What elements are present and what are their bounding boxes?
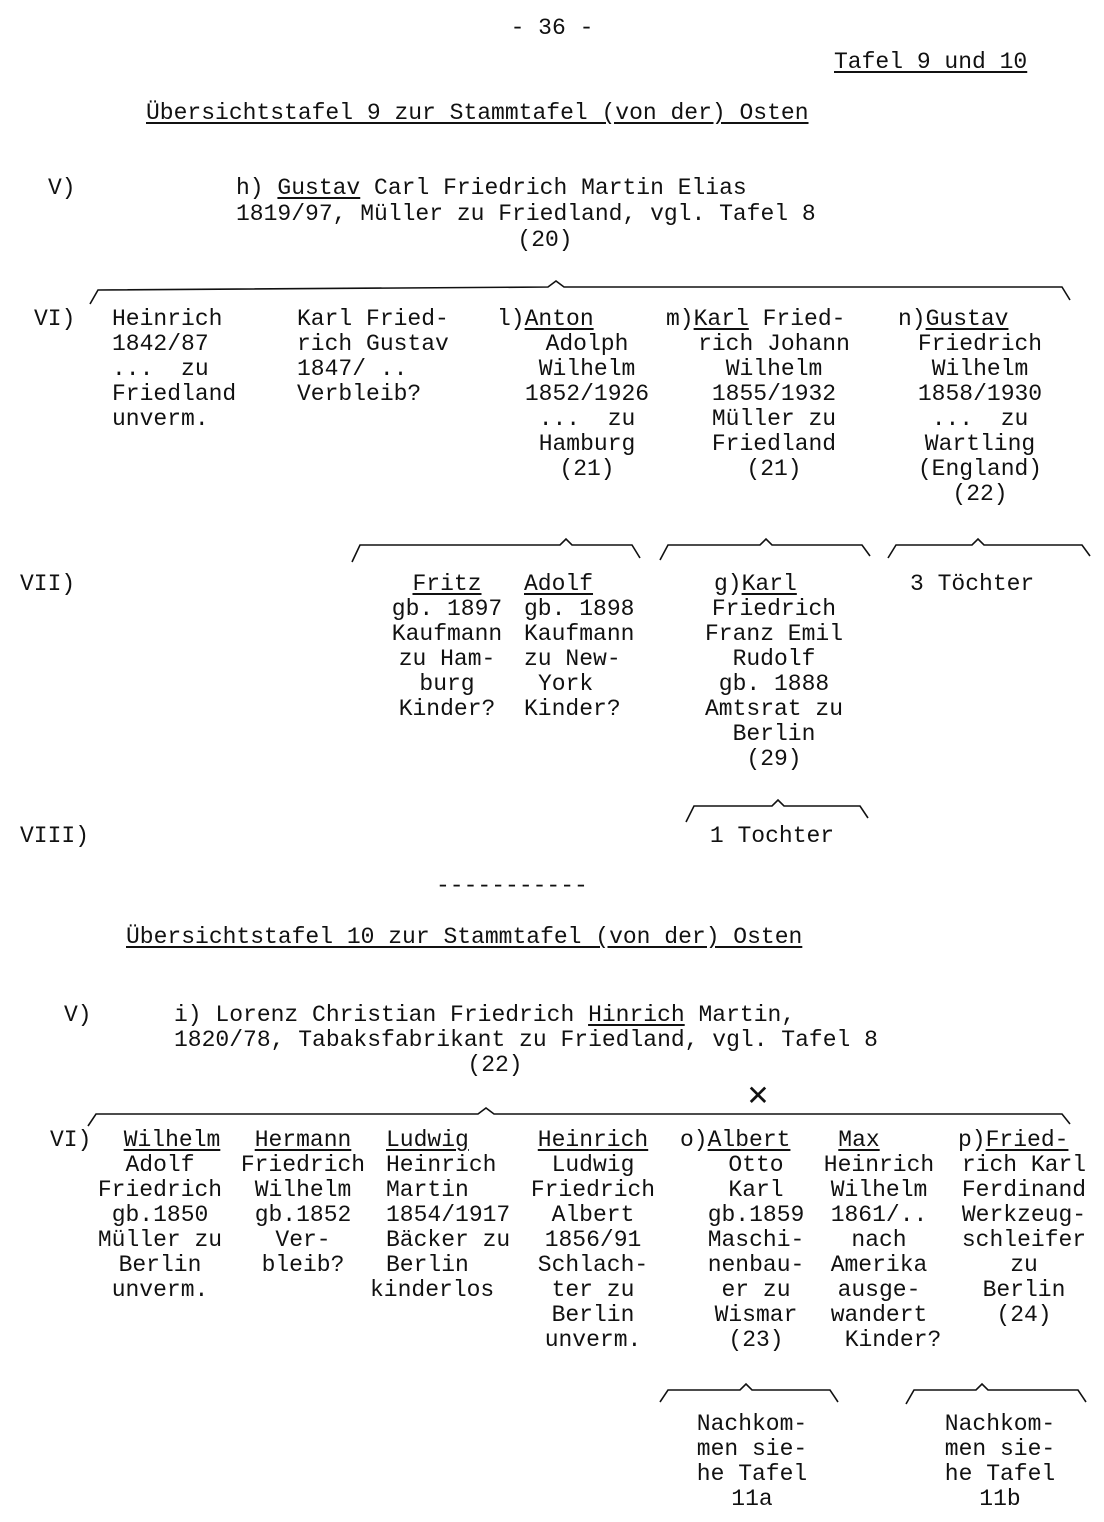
- brace-tafel10-friedrich: [906, 1384, 1086, 1404]
- child-line: wandert: [830, 1302, 928, 1328]
- tafel9-grandchild-fritz: [384, 572, 510, 722]
- child-line: Ver-: [275, 1227, 331, 1253]
- brace-tafel10-vi: [88, 1108, 1070, 1126]
- grandchild-given-name: Fritz: [412, 571, 482, 597]
- child-given-name: Heinrich: [537, 1127, 649, 1153]
- child-line: ausge-: [837, 1277, 921, 1303]
- grandchild-line: zu New-: [524, 646, 621, 672]
- child-line: Berlin: [118, 1252, 202, 1278]
- generation-label-viii: VIII): [20, 823, 90, 849]
- root-names-rest: Carl Friedrich Martin Elias: [360, 175, 747, 201]
- generation-label-v: V): [64, 1002, 92, 1028]
- grandchild-line: burg: [419, 671, 475, 697]
- child-line: Ferdinand: [961, 1177, 1087, 1203]
- descendant-line: he Tafel: [944, 1461, 1056, 1487]
- child-given-name: Fried-: [985, 1127, 1069, 1153]
- descendant-line: 11a: [731, 1486, 773, 1512]
- brace-tafel9-vii-anton: [352, 539, 640, 562]
- tafel10-child-heinrich: [518, 1128, 668, 1353]
- brace-tafel10-albert: [660, 1384, 838, 1402]
- child-line: gb.1859: [707, 1202, 805, 1228]
- grandchild-line: York: [538, 671, 594, 697]
- tafel9-grandchild-karl: [682, 597, 866, 772]
- child-line: 1856/91: [544, 1227, 642, 1253]
- tafel10-child-albert: [698, 1153, 814, 1353]
- grandchild-line: Kinder?: [524, 696, 621, 722]
- child-line: ... zu: [931, 406, 1029, 432]
- child-line: (21): [746, 456, 802, 482]
- root-prefix: h): [236, 175, 278, 201]
- tafel10-child-albert-name: [680, 1128, 790, 1153]
- child-line: Friedrich: [530, 1177, 656, 1203]
- child-line: Heinrich: [112, 306, 223, 332]
- grandchild-line: gb. 1898: [524, 596, 635, 622]
- child-line: Wilhelm: [830, 1177, 928, 1203]
- child-line: Wartling: [924, 431, 1036, 457]
- child-line: Wismar: [714, 1302, 798, 1328]
- child-line: Heinrich: [386, 1152, 497, 1178]
- grandchild-given-name: Karl: [741, 571, 797, 597]
- child-line: Friedrich: [240, 1152, 366, 1178]
- child-given-name: Hermann: [254, 1127, 352, 1153]
- child-line: Friedrich: [97, 1177, 223, 1203]
- grandchild-line: gb. 1897: [391, 596, 503, 622]
- descendant-line: he Tafel: [696, 1461, 808, 1487]
- grandchild-line: Friedrich: [711, 596, 837, 622]
- section-separator: -----------: [436, 873, 588, 899]
- child-line: Wilhelm: [725, 356, 823, 382]
- child-line: 1861/..: [830, 1202, 928, 1228]
- child-given-name: Wilhelm: [123, 1127, 221, 1153]
- child-line: Friedrich: [917, 331, 1043, 357]
- tafel9-child-karl-name: [666, 307, 845, 332]
- grandchild-line: Kinder?: [398, 696, 496, 722]
- grandchild-line: Rudolf: [732, 646, 816, 672]
- child-line: er zu: [721, 1277, 791, 1303]
- brace-tafel9-vii-karl: [660, 539, 870, 560]
- child-line: unverm.: [112, 406, 209, 432]
- root-given-name: Hinrich: [588, 1002, 685, 1028]
- child-line: rich Gustav: [297, 331, 449, 357]
- tafel10-child-friedrich-name: [958, 1128, 1068, 1153]
- child-line: Werkzeug-: [961, 1202, 1087, 1228]
- tafel9-child-anton: [504, 332, 670, 482]
- child-line: Wilhelm: [931, 356, 1029, 382]
- child-line: nenbau-: [707, 1252, 805, 1278]
- child-line: (23): [728, 1327, 784, 1353]
- grandchild-line: Amtsrat zu: [704, 696, 844, 722]
- child-line: 1855/1932: [711, 381, 837, 407]
- child-line: nach: [851, 1227, 907, 1253]
- child-line: 1854/1917: [386, 1202, 511, 1228]
- child-line: Hamburg: [538, 431, 636, 457]
- child-given-name: Albert: [707, 1127, 791, 1153]
- grandchild-line: Kaufmann: [524, 621, 635, 647]
- root-given-name: Gustav: [277, 175, 361, 201]
- child-line: unverm.: [544, 1327, 642, 1353]
- child-line: ... zu: [112, 356, 209, 382]
- tafel10-child-wilhelm: [84, 1128, 236, 1303]
- child-line: Heinrich: [823, 1152, 935, 1178]
- tafel10-root-line2: 1820/78, Tabaksfabrikant zu Friedland, vgl. Tafel 8: [174, 1027, 878, 1053]
- child-name-rest: Fried-: [748, 306, 846, 332]
- child-line: Wilhelm: [254, 1177, 352, 1203]
- child-line: ter zu: [551, 1277, 635, 1303]
- child-line: 1852/1926: [524, 381, 650, 407]
- child-line: bleib?: [261, 1252, 345, 1278]
- child-line: Berlin: [551, 1302, 635, 1328]
- tafel9-child-gustav: [896, 332, 1064, 507]
- child-letter: n): [898, 306, 926, 332]
- child-given-name: Max: [838, 1127, 880, 1153]
- tafel10-heading: Übersichtstafel 10 zur Stammtafel (von der) Osten: [126, 924, 803, 950]
- child-line: Wilhelm: [538, 356, 636, 382]
- cross-mark-icon: ✕: [746, 1079, 770, 1112]
- tafel10-child-friedrich: [952, 1153, 1096, 1328]
- tafel9-root-line2: 1819/97, Müller zu Friedland, vgl. Tafel 8: [236, 201, 816, 227]
- child-line: Albert: [551, 1202, 635, 1228]
- child-line: (England): [917, 456, 1043, 482]
- child-line: unverm.: [111, 1277, 209, 1303]
- descendant-line: men sie-: [696, 1436, 808, 1462]
- child-line: kinderlos: [370, 1277, 495, 1303]
- tafel10-descendants-11b: [924, 1412, 1076, 1512]
- generation-label-v: V): [48, 175, 76, 201]
- tafel9-child-anton-name: [497, 307, 594, 332]
- tafel-reference: Tafel 9 und 10: [834, 49, 1028, 75]
- tafel9-heading: Übersichtstafel 9 zur Stammtafel (von der) Osten: [146, 100, 809, 126]
- child-line: Berlin: [982, 1277, 1066, 1303]
- child-line: zu: [1010, 1252, 1038, 1278]
- tafel9-child-karl-friedrich-gustav: [297, 307, 449, 407]
- tafel10-child-ludwig: [370, 1128, 520, 1303]
- root-prefix: i) Lorenz Christian Friedrich: [174, 1002, 589, 1028]
- descendant-line: Nachkom-: [944, 1411, 1056, 1437]
- child-line: 1858/1930: [917, 381, 1043, 407]
- grandchild-line: Berlin: [732, 721, 816, 747]
- child-line: gb.1852: [254, 1202, 352, 1228]
- grandchild-line: zu Ham-: [398, 646, 496, 672]
- child-line: Müller zu: [711, 406, 837, 432]
- tafel9-child-heinrich: [112, 307, 236, 432]
- grandchild-line: Franz Emil: [704, 621, 844, 647]
- generation-label-vii: VII): [20, 571, 76, 597]
- child-line: Kinder?: [844, 1327, 942, 1353]
- tafel9-child-gustav-name: [898, 307, 1008, 332]
- grandchild-letter: g): [714, 571, 742, 597]
- tafel9-great-grandchild: 1 Tochter: [709, 823, 835, 849]
- child-line: rich Karl: [961, 1152, 1087, 1178]
- child-line: gb.1850: [111, 1202, 209, 1228]
- child-line: Adolph: [545, 331, 629, 357]
- child-line: (21): [559, 456, 615, 482]
- child-line: Ludwig: [551, 1152, 635, 1178]
- tafel10-child-hermann: [232, 1128, 374, 1278]
- child-line: Friedland: [112, 381, 237, 407]
- child-line: Verbleib?: [297, 381, 422, 407]
- child-line: Müller zu: [97, 1227, 223, 1253]
- tafel9-root-ref: (20): [517, 227, 573, 253]
- brace-tafel9-vii-gustav: [888, 539, 1090, 558]
- grandchild-line: Kaufmann: [391, 621, 503, 647]
- child-line: Amerika: [830, 1252, 928, 1278]
- tafel10-descendants-11a: [676, 1412, 828, 1512]
- child-line: ... zu: [538, 406, 636, 432]
- child-line: Bäcker zu: [386, 1227, 511, 1253]
- child-given-name: Karl: [693, 306, 749, 332]
- brace-tafel9-viii: [686, 800, 868, 822]
- child-line: Karl Fried-: [297, 306, 449, 332]
- tafel9-grandchild-daughters: 3 Töchter: [910, 571, 1035, 597]
- child-line: 1847/ ..: [297, 356, 408, 382]
- grandchild-line: (29): [746, 746, 802, 772]
- root-names-rest: Martin,: [684, 1002, 796, 1028]
- child-line: Schlach-: [537, 1252, 649, 1278]
- page-number: - 36 -: [510, 15, 594, 41]
- tafel9-grandchild-adolf: [524, 572, 634, 722]
- grandchild-given-name: Adolf: [524, 571, 594, 597]
- tafel9-root-line1: [236, 176, 747, 201]
- child-letter: o): [680, 1127, 708, 1153]
- child-line: rich Johann: [698, 331, 850, 357]
- tafel10-root-ref: (22): [467, 1052, 523, 1078]
- child-line: (24): [996, 1302, 1052, 1328]
- child-letter: m): [666, 306, 694, 332]
- child-line: (22): [952, 481, 1008, 507]
- grandchild-line: gb. 1888: [718, 671, 830, 697]
- tafel10-child-max: [814, 1128, 944, 1353]
- child-line: Karl: [728, 1177, 784, 1203]
- child-line: Maschi-: [707, 1227, 805, 1253]
- child-line: schleifer: [961, 1227, 1087, 1253]
- descendant-line: 11b: [979, 1486, 1021, 1512]
- child-given-name: Gustav: [925, 306, 1009, 332]
- child-line: 1842/87: [112, 331, 209, 357]
- child-line: Berlin: [386, 1252, 469, 1278]
- child-letter: p): [958, 1127, 986, 1153]
- child-given-name: Ludwig: [386, 1127, 469, 1153]
- descendant-line: Nachkom-: [696, 1411, 808, 1437]
- generation-label-vi: VI): [34, 306, 76, 332]
- generation-label-vi: VI): [50, 1127, 92, 1153]
- child-line: Friedland: [711, 431, 837, 457]
- child-line: Otto: [728, 1152, 784, 1178]
- child-given-name: Anton: [524, 306, 594, 332]
- tafel9-grandchild-karl-name: [714, 572, 797, 597]
- tafel10-root-line1: [174, 1003, 795, 1028]
- tafel9-child-karl: [682, 332, 866, 482]
- child-line: Martin: [386, 1177, 469, 1203]
- child-letter: l): [497, 306, 525, 332]
- brace-tafel9-vi: [90, 281, 1070, 304]
- child-line: Adolf: [125, 1152, 195, 1178]
- descendant-line: men sie-: [944, 1436, 1056, 1462]
